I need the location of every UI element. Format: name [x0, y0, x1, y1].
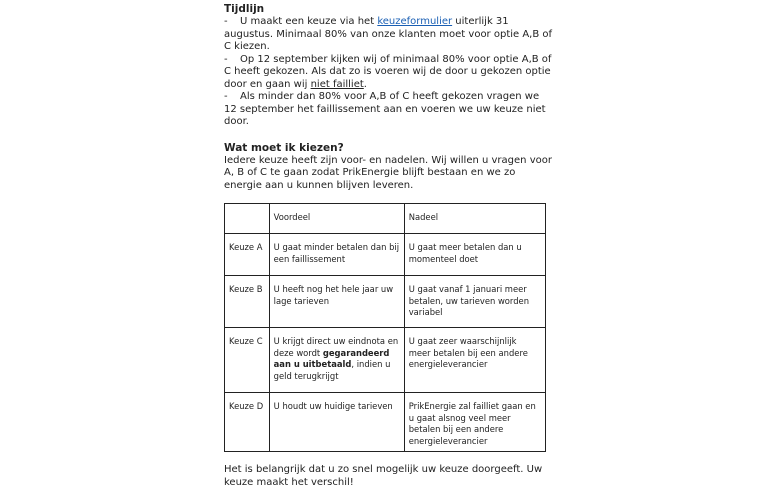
- timeline-bullet-1: [224, 16, 554, 54]
- table-row: [225, 393, 546, 452]
- row-label: Keuze B: [225, 276, 270, 328]
- table-header-row: [225, 204, 546, 234]
- choice-table: [224, 203, 546, 452]
- keuzeformulier-link[interactable]: keuzeformulier: [377, 16, 453, 27]
- timeline-bullet-1-post: uiterlijk 31 augustus. Minimaal 80% van onze klanten moet voor optie A,B of C kiezen.: [224, 16, 553, 52]
- timeline-bullet-1-pre: U maakt een keuze via het: [240, 16, 378, 27]
- row-label: Keuze A: [225, 234, 270, 276]
- table-header-nadeel: Nadeel: [404, 204, 545, 234]
- article-body: [224, 0, 554, 489]
- spacer: [224, 129, 554, 139]
- row-voordeel: [269, 328, 404, 393]
- row-voordeel: U heeft nog het hele jaar uw lage tarieven: [269, 276, 404, 328]
- row-voordeel-pre: U krijgt direct uw eindnota en deze wordt: [273, 336, 399, 358]
- timeline-bullet-2-pre: Op 12 september kijken wij of minimaal 80% voor optie A,B of C heeft gekozen. Als dat zo is voeren wij de door u gekozen optie door en gaan wij: [224, 53, 552, 90]
- row-voordeel-bold: gegarandeerd aan u uitbetaald: [273, 347, 390, 369]
- bullet-dash: -: [224, 91, 228, 102]
- row-label: Keuze C: [225, 328, 270, 393]
- table-header-cell-empty: [225, 204, 270, 234]
- timeline-bullet-2: [224, 54, 554, 92]
- table-header-voordeel: Voordeel: [269, 204, 404, 234]
- row-voordeel-post: , indien u geld terugkrijgt: [273, 359, 391, 381]
- row-nadeel: U gaat vanaf 1 januari meer betalen, uw tarieven worden variabel: [404, 276, 545, 328]
- row-nadeel: U gaat meer betalen dan u momenteel doet: [404, 234, 545, 276]
- table-row: [225, 234, 546, 276]
- niet-failliet-underline: niet failliet: [310, 78, 364, 90]
- choose-intro: Iedere keuze heeft zijn voor- en nadelen. Wij willen u vragen voor A, B of C te gaan zodat PrikEnergie blijft bestaan en we zo energie aan u kunnen blijven leveren.: [224, 154, 552, 191]
- row-voordeel: U houdt uw huidige tarieven: [269, 393, 404, 452]
- row-nadeel: U gaat zeer waarschijnlijk meer betalen bij een andere energieleverancier: [404, 328, 545, 393]
- closing-text: Het is belangrijk dat u zo snel mogelijk uw keuze doorgeeft. Uw keuze maakt het verschil!: [224, 464, 543, 488]
- choose-heading: Wat moet ik kiezen?: [224, 141, 344, 154]
- table-row: [225, 328, 546, 393]
- timeline-bullet-3: [224, 91, 554, 129]
- bullet-dash: -: [224, 53, 228, 65]
- table-row: [225, 276, 546, 328]
- timeline-bullet-2-post: .: [363, 78, 367, 90]
- timeline-bullet-3-text: Als minder dan 80% voor A,B of C heeft gekozen vragen we 12 september het faillissement aan en voeren we uw keuze niet door.: [224, 91, 546, 127]
- timeline-heading: Tijdlijn: [224, 3, 265, 15]
- row-nadeel: PrikEnergie zal failliet gaan en u gaat alsnog veel meer betalen bij een andere energieleverancier: [404, 393, 545, 452]
- bullet-dash: -: [224, 16, 228, 27]
- row-label: Keuze D: [225, 393, 270, 452]
- row-voordeel: U gaat minder betalen dan bij een faillissement: [269, 234, 404, 276]
